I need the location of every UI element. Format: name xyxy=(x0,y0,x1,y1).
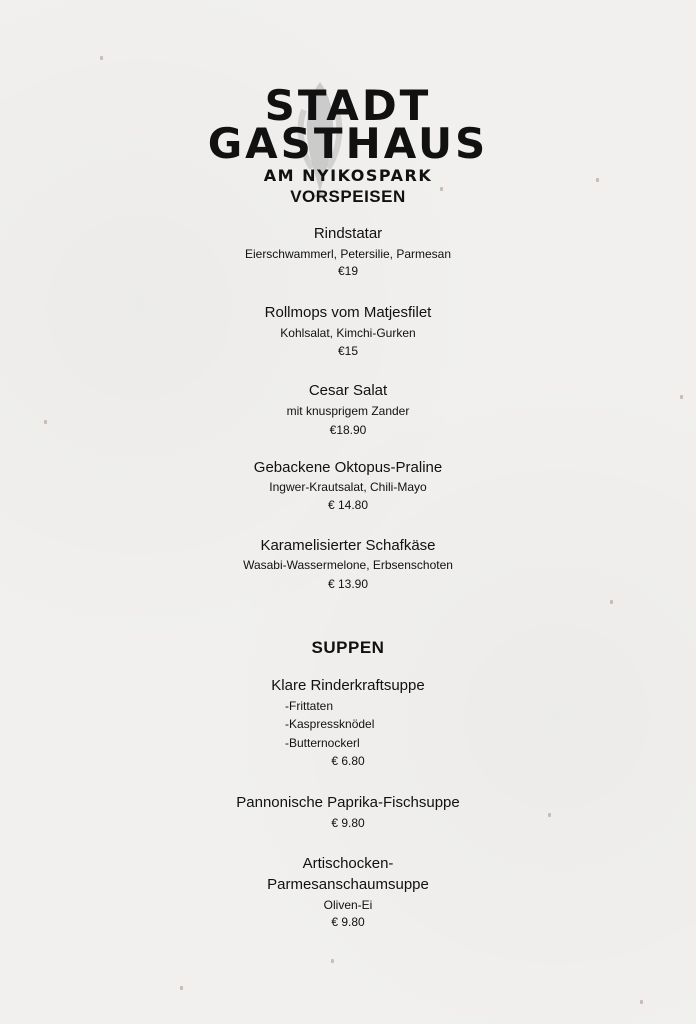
logo-line-nyikospark: AM NYIKOSPARK xyxy=(263,166,433,185)
dish-name: Klare Rinderkraftsuppe xyxy=(271,677,425,694)
dish-description: Ingwer-Krautsalat, Chili-Mayo xyxy=(269,480,427,494)
dish-price: €18.90 xyxy=(329,423,367,437)
dish-price: € 14.80 xyxy=(327,498,369,512)
dish-description: Eierschwammerl, Petersilie, Parmesan xyxy=(244,247,452,261)
dish-price: € 6.80 xyxy=(331,754,365,768)
dish-price: € 9.80 xyxy=(331,816,365,830)
dish-price: € 13.90 xyxy=(327,577,369,591)
dish-name: Rindstatar xyxy=(313,225,383,242)
restaurant-logo xyxy=(0,40,696,185)
logo-line-gasthaus: GASTHAUS xyxy=(207,119,489,168)
dish-price: € 9.80 xyxy=(331,915,365,929)
section-heading-suppen: SUPPEN xyxy=(311,638,385,657)
dish-name: Rollmops vom Matjesfilet xyxy=(264,304,432,321)
dish-name: Pannonische Paprika-Fischsuppe xyxy=(236,794,460,811)
dish-description: Wasabi-Wassermelone, Erbsenschoten xyxy=(243,558,453,572)
dish-price: €19 xyxy=(337,264,359,278)
dish-description: mit knusprigem Zander xyxy=(286,404,410,418)
dish-description: Oliven-Ei xyxy=(323,898,373,912)
soup-option: -Frittaten xyxy=(285,699,334,713)
dish-name: Artischocken- xyxy=(302,855,394,872)
dish-name: Karamelisierter Schafkäse xyxy=(260,537,436,554)
dish-description: Kohlsalat, Kimchi-Gurken xyxy=(280,326,416,340)
soup-option: -Kaspressknödel xyxy=(285,717,375,731)
dish-name: Cesar Salat xyxy=(308,382,388,399)
dish-name: Gebackene Oktopus-Praline xyxy=(253,459,443,476)
logo-line-stadt: STADT xyxy=(264,81,432,130)
dish-price: €15 xyxy=(337,344,359,358)
soup-option: -Butternockerl xyxy=(285,736,360,750)
section-heading-vorspeisen: VORSPEISEN xyxy=(290,187,406,206)
dish-name: Parmesanschaumsuppe xyxy=(267,876,429,893)
